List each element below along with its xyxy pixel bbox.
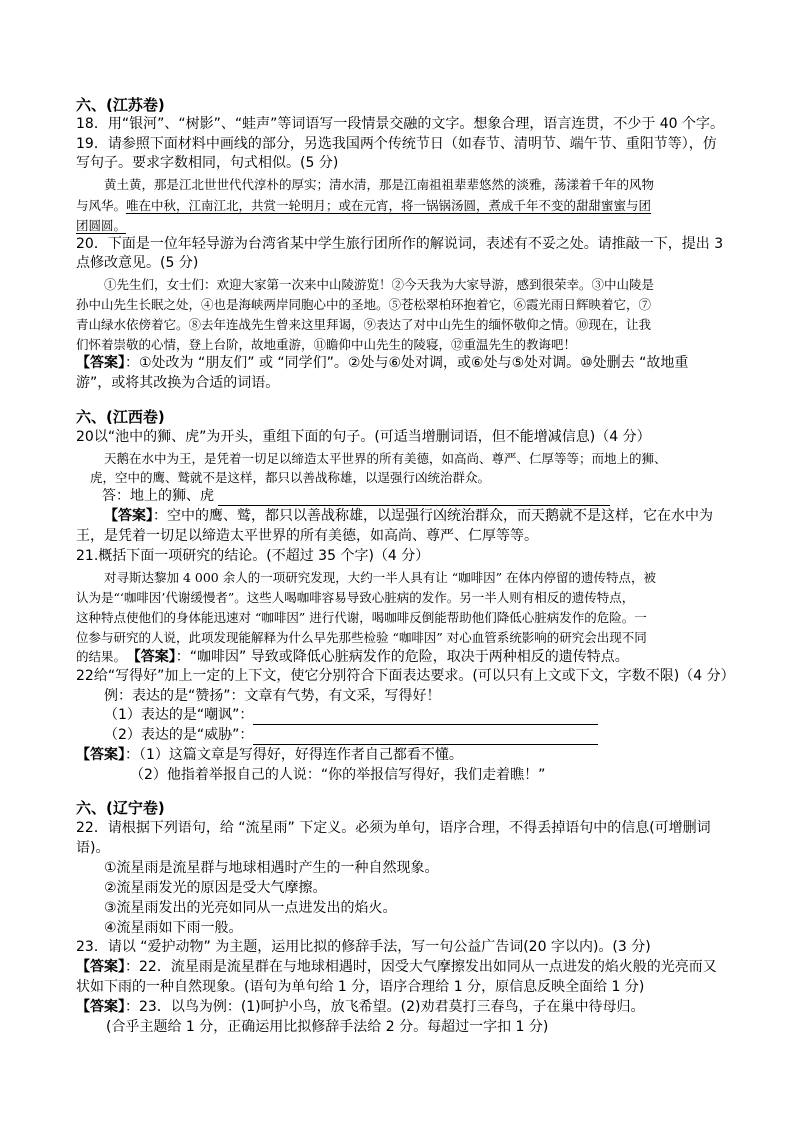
answer-ln22-text: ：22．流星雨是流星群在与地球相遇时，因受大气摩擦发出如同从一点进发的焰火般的光亮而又 — [125, 959, 717, 975]
material-jx21-end: 的结果。 — [76, 649, 120, 664]
answer-20-line1 — [76, 354, 688, 373]
answer-jx22-text1: ：（1）这篇文章是写得好，好得连作者自己都看不懂。 — [125, 747, 463, 763]
statement-1: ①流星雨是流星群与地球相遇时产生的一种自然现象。 — [104, 860, 439, 876]
answer-ln22-line1 — [76, 958, 717, 977]
statement-3: ③流星雨发出的光亮如同从一点进发出的焰火。 — [104, 900, 397, 916]
item-1-label: （1）表达的是“嘲讽”： — [104, 707, 254, 723]
answer-prompt: 答：地上的狮、虎 — [102, 488, 214, 504]
section-heading-liaoning: 六、(辽宁卷) — [76, 799, 165, 817]
answer-jx20-line1 — [104, 507, 713, 526]
answer-label: 【答案】 — [133, 649, 176, 665]
example-line: 例：表达的是“赞扬”：文章有气势，有文采，写得好！ — [104, 688, 441, 704]
material-20-line2: 孙中山先生长眠之处，④也是海峡两岸同胞心中的圣地。⑤苍松翠柏环抱着它，⑥霞光雨日辉映着它，⑦ — [76, 297, 652, 312]
question-20-line1: 20．下面是一位年轻导游为台湾省某中学生旅行团所作的解说词，表述有不妥之处。请推敲一下，提出 3 — [76, 236, 724, 252]
answer-label: 【答案】 — [76, 747, 125, 763]
question-ln-22-line1: 22．请根据下列语句，给 “流星雨” 下定义。必须为单句，语序合理，不得丢掉语句中的信息(可增删词 — [76, 820, 711, 836]
question-ln-22-line2: 语)。 — [76, 840, 110, 856]
item-1-blank[interactable] — [253, 710, 598, 725]
answer-label: 【答案】 — [76, 959, 125, 975]
question-ln-23: 23．请以 “爱护动物” 为主题，运用比拟的修辞手法，写一句公益广告词(20 字以内)。(3 分) — [76, 939, 651, 955]
answer-label: 【答案】 — [76, 999, 125, 1015]
material-jx21-line5 — [76, 647, 629, 667]
material-jx20-line2: 虎，空中的鹰、鹫就不是这样，都只以善战称雄，以逞强行凶统治群众。 — [90, 470, 491, 485]
material-jx21-line3: 这种特点使他们的身体能迅速对 “咖啡因” 进行代谢，喝咖啡反倒能帮助他们降低心脏病发作的危险。一 — [76, 610, 647, 625]
question-jx-22: 22给“写得好”加上一定的上下文，使它分别符合下面表达要求。(可以只有上文或下文，字数不限)（4 分） — [76, 668, 735, 684]
answer-label: 【答案】 — [76, 355, 125, 371]
answer-ln23-note: (合乎主题给 1 分，正确运用比拟修辞手法给 2 分。每超过一字扣 1 分) — [106, 1019, 549, 1035]
section-heading-jiangxi: 六、(江西卷) — [76, 408, 165, 426]
material-jx21-line2: 认为是“‘咖啡因’代谢缓慢者”。这些人喝咖啡容易导致心脏病的发作。另一半人则有相反的遗传特点， — [76, 590, 635, 605]
answer-20-line2: 游”，或将其改换为合适的词语。 — [76, 375, 280, 391]
statement-2: ②流星雨发光的原因是受大气摩擦。 — [104, 880, 327, 896]
material-19-underlined-2: 团圆圆。 — [76, 218, 127, 233]
material-19-line2 — [76, 196, 651, 215]
answer-jx21-text: ：“咖啡因” 导致或降低心脏病发作的危险，取决于两种相反的遗传特点。 — [175, 649, 629, 665]
material-20-line1: ①先生们，女士们：欢迎大家第一次来中山陵游览！②今天我为大家导游，感到很荣幸。③中山陵是 — [104, 277, 655, 292]
answer-jx20-line2: 王，是凭着一切足以缔造太平世界的所有美德，如高尚、尊严、仁厚等等。 — [76, 528, 538, 544]
material-jx20-line1: 天鹅在水中为王，是凭着一切足以缔造太平世界的所有美德，如高尚、尊严、仁厚等等；而地上的狮、 — [104, 451, 667, 466]
material-jx21-line1: 对寻斯达黎加 4 000 余人的一项研究发现，大约一半人具有让 “咖啡因” 在体内停留的遗传特点，被 — [104, 570, 656, 585]
answer-prompt-line — [102, 487, 610, 506]
question-18: 18．用“银河”、“树影”、“蛙声”等词语写一段情景交融的文字。想象合理，语言连贯，不少于 40 个字。 — [76, 116, 725, 132]
item-2-blank[interactable] — [253, 730, 598, 745]
answer-blank[interactable] — [218, 491, 610, 506]
question-19-line2: 写句子。要求字数相同，句式相似。(5 分) — [76, 155, 339, 171]
answer-jx22-line1 — [76, 746, 463, 765]
material-20-line3: 青山绿水依傍着它。⑧去年连战先生曾来这里拜谒，⑨表达了对中山先生的缅怀敬仰之情。⑩现在，让我 — [76, 317, 652, 332]
item-2-line — [104, 726, 598, 745]
statement-4: ④流星雨如下雨一般。 — [104, 920, 243, 936]
item-1-line — [104, 706, 598, 725]
answer-ln23-line1 — [76, 998, 644, 1017]
answer-20-text: ：①处改为 “朋友们” 或 “同学们”。②处与⑥处对调，或⑥处与⑤处对调。⑩处删去 “故地重 — [125, 355, 689, 371]
material-19-underlined-1: 唯在中秋，江南江北，共赏一轮明月；或在元宵，将一锅锅汤圆，煮成千年不变的甜甜蜜蜜与团 — [126, 198, 652, 213]
answer-jx20-text: ：空中的鹰、鹫，都只以善战称雄，以逞强行凶统治群众，而天鹅就不是这样，它在水中为 — [153, 508, 713, 524]
material-20-line4: 们怀着崇敬的心情，登上台阶，故地重游，⑪瞻仰中山先生的陵寝，⑫重温先生的教诲吧！ — [76, 337, 577, 352]
question-jx-20: 20以“池中的狮、虎”为开头，重组下面的句子。(可适当增删词语，但不能增减信息)（4 分） — [76, 429, 651, 445]
answer-label: 【答案】 — [104, 508, 153, 524]
answer-ln23-text: ：23．以鸟为例：(1)呵护小鸟，放飞希望。(2)劝君莫打三春鸟，子在巢中待母归。 — [125, 999, 645, 1015]
question-19-line1: 19．请参照下面材料中画线的部分，另选我国两个传统节日（如春节、清明节、端午节、重阳节等），仿 — [76, 136, 717, 152]
material-jx21-line4: 位参与研究的人说，此项发现能解释为什么早先那些检验 “咖啡因” 对心血管系统影响的研究会出现不同 — [76, 630, 647, 645]
answer-ln22-line2: 状如下雨的一种自然现象。(语句为单句给 1 分，语序合理给 1 分，原信息反映全面给 1 分) — [76, 979, 645, 995]
material-19-line1: 黄土黄，那是江北世世代代淳朴的厚实；清水清，那是江南祖祖辈辈悠然的淡雅，荡漾着千年的风物 — [104, 177, 655, 192]
answer-jx22-line2: （2）他指着举报自己的人说：“你的举报信写得好，我们走着瞧！” — [130, 767, 546, 783]
material-19-line2-plain: 与风华。 — [76, 198, 127, 213]
question-20-line2: 点修改意见。(5 分) — [76, 255, 199, 271]
item-2-label: （2）表达的是“威胁”： — [104, 727, 254, 743]
question-jx-21: 21.概括下面一项研究的结论。(不超过 35 个字)（4 分） — [76, 548, 430, 564]
section-heading-jiangsu: 六、(江苏卷) — [76, 96, 165, 114]
